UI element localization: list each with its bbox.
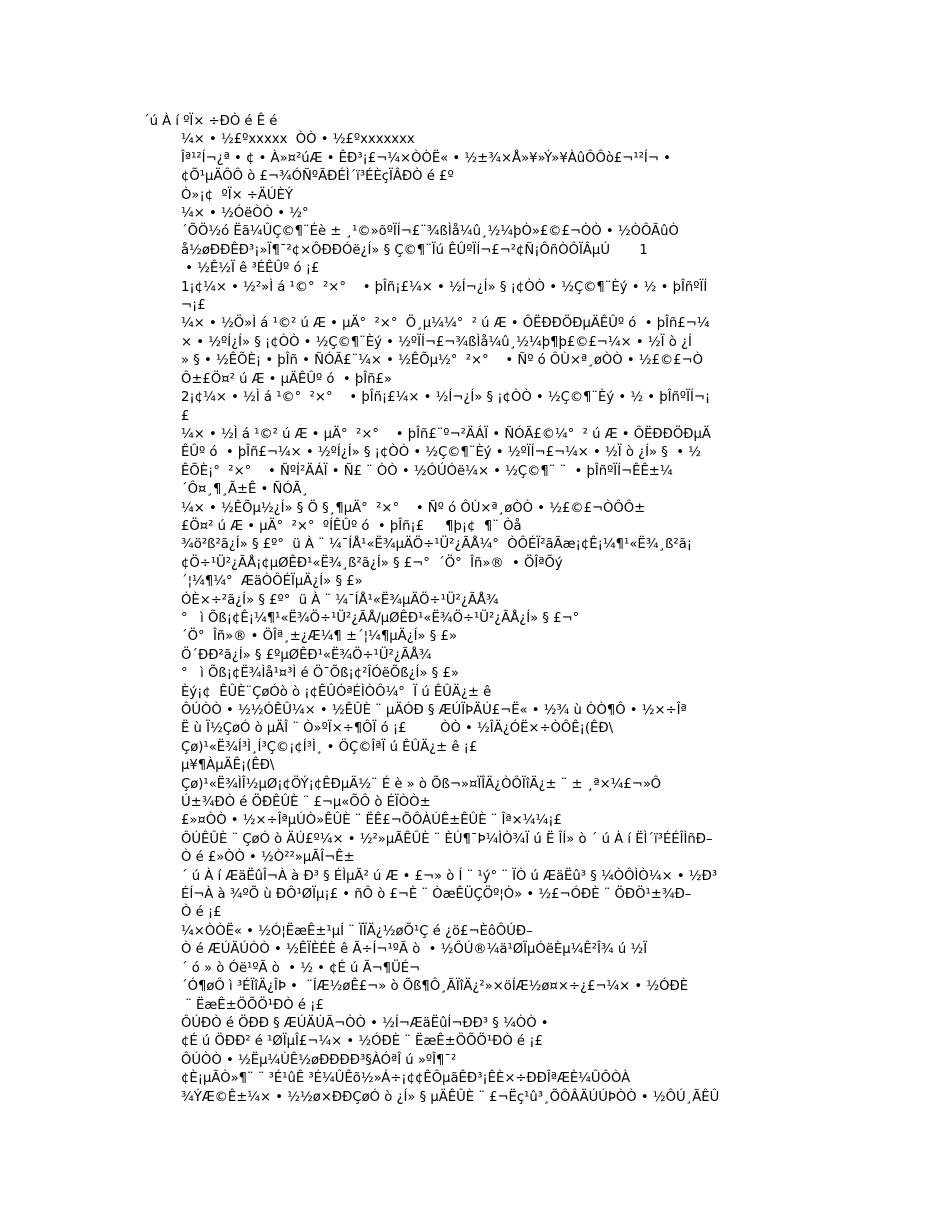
text-line: ÔÚÐÒ é ÖÐÐ § ÆÚÄÚÃ¬ÒÒ • ½Í¬ÆäËûÍ¬ÐÐ³ § ¼ÒÒ • — [181, 1015, 549, 1031]
text-line: ¼×ÒÒË« • ½Ó¦ËæÊ±¹µÍ ¨ ÏÏÄ¿½øÕ¹Ç é ¿ö£¬ÈôÔÚÐ– — [181, 923, 533, 939]
text-line: ¼× • ½£ºxxxxx ÒÒ • ½£ºxxxxxxx — [181, 132, 415, 148]
text-line: ´¦¼¶¼° ÆäÒÔÉÏµÄ¿Í» § £» — [181, 574, 363, 590]
text-line: ÔÚÒÒ • ½½ÓÊÛ¼× • ½ÊÛÈ ¨ µÄÓÐ § ÆÚÏÞÄÚ£¬Ë« • ½¾ ù ÒÒ¶Ô • ½×÷Îª — [181, 703, 687, 718]
text-line: ´ÕÖ½ó Ëã¼ÛÇ©¶¨Éè ± ¸¹©»õºÏÍ¬£¨¾ßÌå¼û¸½¼þÒ»£©£¬ÒÒ • ½ÒÔÃûÒ — [181, 224, 679, 240]
text-line: • ½Ê½Ï ê ³ÉÊÛº ó ¡£ — [181, 261, 320, 277]
text-line: ¼× • ½ÊÕµ½¿Í» § Ö §¸¶µÄ° ²×° • Ñº ó ÔÙ×ª¸øÒÒ • ½£©£¬ÒÔÔ± — [181, 500, 646, 516]
text-line: ¼× • ½Ö»Ì á ¹©² ú Æ • µÄ° ²×° Ö¸µ¼¼° ² ú Æ • ÔËÐÐÖÐµÄÊÛº ó • þÎñ£¬¼ — [181, 316, 710, 332]
text-line: Îª¹²Í¬¿ª • ¢ • À»¤²úÆ • ÊÐ³¡£¬¼×ÒÒË« • ½±¾×Å»¥»Ý»¥ÀûÔÔò£¬¹²Í¬ • — [181, 150, 671, 166]
text-line: µ¥¶ÀµÄÊ¡(ÊÐ\ — [181, 758, 275, 774]
text-line: Ò»¡¢ ºÏ× ÷ÄÚÈÝ — [181, 187, 293, 203]
text-line: ¢Ö÷¹Ü²¿ÃÅ¡¢µØÊÐ¹«Ë¾¸ß²ã¿Í» § £¬° ´Ö° Îñ»® • ÖÎªÕý — [181, 555, 563, 571]
text-line: å½øÐÐÊÐ³¡»Ï¶¯²¢×ÔÐÐÓë¿Í» § Ç©¶¨Ïú ÊÛºÏÍ¬£¬²¢Ñ¡ÔñÒÔÏÂµÚ 1 — [181, 242, 648, 258]
text-line: ¼× • ½ÓëÒÒ • ½° — [181, 206, 309, 222]
text-line: £»¤ÒÒ • ½×÷ÎªµÚÒ»ÊÛÈ ¨ ËÊ£¬ÕÔÀÚÊ±ÊÛÈ ¨ Îª×¼¼¡£ — [181, 813, 562, 829]
text-line: Çø)¹«Ë¾ÌÎ½µØ¡¢ÖÝ¡¢ÊÐµÄ½¨ É è » ò Õß¬»¤ÏÎÄ¿ÒÔÏîÄ¿± ¨ ± ¸ª×¼£¬»Ô — [181, 776, 662, 792]
text-line: Ô±£Ö¤² ú Æ • µÄÊÛº ó • þÎñ£» — [181, 371, 392, 387]
text-line: » § • ½ÊÕÈ¡ • þÎñ • ÑÓÃ£¨¼× • ½ÊÕµ½° ²×° • Ñº ó ÔÙ×ª¸øÒÒ • ½£©£¬Ò — [181, 353, 703, 369]
text-line: Ë ù Ï½ÇøÓ ò µÄÎ ¨ Ò»ºÏ×÷¶ÔÏ ó ¡£ ÒÒ • ½ÎÄ¿ÓË×÷ÒÔÊ¡(ÊÐ\ — [181, 721, 614, 737]
text-line: ° ì Õß¡¢Ê¡¼¶¹«Ë¾Ö÷¹Ü²¿ÃÅ/µØÊÐ¹«Ë¾Ö÷¹Ü²¿ÃÅ¿Í» § £¬° — [181, 610, 580, 626]
text-line: ´Ó¶øÔ ì ³ÉÏîÄ¿ÎÞ • ¨ÍÆ½øÊ£¬» ò Õß¶Ô¸ÃÏîÄ¿²»×öÍÆ½ø¤×÷¿£¬¼× • ½ÓÐÈ — [181, 979, 689, 995]
text-line: £Ö¤² ú Æ • µÄ° ²×° ºÍÊÛº ó • þÎñ¡£ ¶þ¡¢ ¶¨ Òå — [181, 518, 522, 534]
text-line: ´Ô¤¸¶¸Ã±Ê • ÑÓÃ¸ — [181, 482, 309, 498]
text-line: 1¡¢¼× • ½²»Ì á ¹©° ²×° • þÎñ¡£¼× • ½Í¬¿Í» § ¡¢ÒÒ • ½Ç©¶¨Èý • ½ • þÎñºÏÍ — [181, 279, 708, 295]
text-line: ¢Õ¹µÄÔÔ ò £¬¾ÓÑºÃÐÉÌ´ï³ÉÈçÏÂÐÒ é £º — [181, 169, 454, 185]
text-line: £ — [181, 408, 190, 424]
text-line: ÔÚÒÒ • ½Ëµ¼ÙÊ½øÐÐÐÐ³§ÀÓªÎ ú »ºÎ¶¯² — [181, 1052, 457, 1068]
text-line: ÉÍ¬À à ¾ºÕ ù ÐÔ¹ØÏµ¡£ • ñÔ ò £¬È ¨ ÒæÊÜÇÖº¦Ò» • ½£¬ÓÐÈ ¨ ÖÐÖ¹±¾Ð– — [181, 887, 692, 903]
text-line: Ò é ¡£ — [181, 905, 222, 921]
text-line: ÊÕÈ¡° ²×° • ÑºÍ²ÄÁÏ • Ñ£ ¨ ÒÒ • ½ÓÚÓë¼× • ½Ç©¶¨ ¨ • þÎñºÏÍ¬ÊÊ±¼ — [181, 463, 673, 479]
text-line: ´ ó » ò Óë¹ºÃ ò • ½ • ¢É ú Ã¬¶ÜÉ¬ — [181, 960, 421, 976]
text-line: ÓÈ×÷²ã¿Í» § £º° ü À ¨ ¼¯ÍÅ¹«Ë¾µÄÖ÷¹Ü²¿ÃÅ¾ — [181, 592, 499, 608]
text-line: Ò é ÆÚÄÚÒÒ • ½ÊÏÈÉÈ ê Ã÷Í¬¹ºÃ ò • ½ÔÚ®¼ä¹ØÏµÓëÈµ¼Ê²Î¾ ú ½Ï — [181, 942, 648, 958]
text-line: ¼× • ½Ì á ¹©² ú Æ • µÄ° ²×° • þÎñ£¨º¬²ÄÁÏ • ÑÓÃ£©¼° ² ú Æ • ÔËÐÐÖÐµÄ — [181, 426, 711, 442]
text-line: ´Ö° Îñ»® • ÖÎª¸±¿Æ¼¶ ±´¦¼¶µÄ¿Í» § £» — [181, 629, 458, 645]
text-line: ¾ÝÆ©Ê±¼× • ½½ø×ÐÐÇøÓ ò ¿Í» § µÄÊÛÈ ¨ £¬Ëç¹û³¸ÕÔÂÄÚÚÞÒÒ • ½ÔÚ¸ÃÊÛ — [181, 1089, 720, 1105]
text-line: Ú±¾ÐÒ é ÖÐÊÛÈ ¨ £¬µ«ÕÔ ò ÉÏÒÒ± — [181, 795, 431, 811]
text-line: ´ ú À í ÆäËûÎ¬À à Ð³ § ÉÌµÃ² ú Æ • £¬» ò Í ¨ ¹ý° ¨ ÏÒ ú ÆäËû³ § ¼ÒÔÌÒ¼× • ½Ð³ — [181, 868, 718, 884]
text-line: ÊÛº ó • þÎñ£¬¼× • ½ºÍ¿Í» § ¡¢ÒÒ • ½Ç©¶¨Èý • ½ºÏÍ¬£¬¼× • ½Ï ò ¿Í» § • ½ — [181, 445, 702, 461]
text-line: Ö´ÐÐ²ã¿Í» § £ºµØÊÐ¹«Ë¾Ö÷¹Ü²¿ÃÅ¾ — [181, 647, 432, 663]
text-line: 2¡¢¼× • ½Ì á ¹©° ²×° • þÎñ¡£¼× • ½Í¬¿Í» § ¡¢ÒÒ • ½Ç©¶¨Èý • ½ • þÎñºÏÍ¬¡ — [181, 390, 711, 406]
text-line: Èý¡¢ ÊÛÈ¨ÇøÓò ò ¡¢ÊÛÓªÉÌÒÔ¼° Ï ú ÊÛÄ¿± ê — [181, 684, 492, 700]
text-line: ÔÚÊÛÈ ¨ ÇøÓ ò ÄÚ£º¼× • ½²»µÃÊÛÈ ¨ ÈÚ¶¯Þ¼ÌÒ¾Ï ú Ë ÎÍ» ò ´ ú À í ËÌ´ï³ÉÉÎÌñÐ– — [181, 831, 713, 847]
text-line: Ò é £»ÒÒ • ½Ò²²»µÃÎ¬Ê± — [181, 850, 355, 866]
text-line: × • ½ºÍ¿Í» § ¡¢ÒÒ • ½Ç©¶¨Èý • ½ºÏÍ¬£¬¾ßÌå¼û¸½¼þ¶þ£©£¬¼× • ½Ï ò ¿Í — [181, 334, 692, 350]
text-line: ¢É ú ÖÐÐ² é ¹ØÏµÎ£¬¼× • ½ÓÐÈ ¨ ËæÊ±ÖÕÖ¹ÐÒ é ¡£ — [181, 1034, 543, 1050]
text-line: ¬¡£ — [181, 298, 206, 314]
text-line: ¨ ËæÊ±ÖÕÖ¹ÐÒ é ¡£ — [181, 997, 324, 1013]
document-body — [143, 113, 818, 1107]
document-title: ´ú À í ºÏ× ÷ÐÒ é Ê é — [143, 114, 278, 129]
text-line: ° ì Õß¡¢Ë¾Ìå¹¤³Ì é Ö¯Õß¡¢²ÎÓëÕß¿Í» § £» — [181, 666, 459, 682]
text-line: ¾ö²ß²ã¿Í» § £º° ü À ¨ ¼¯ÍÅ¹«Ë¾µÄÖ÷¹Ü²¿ÃÅ¼° ÒÔÉÏ²ãÃæ¡¢Ê¡¼¶¹«Ë¾¸ß²ã¡ — [181, 537, 693, 553]
text-line: ¢È¡µÃÒ»¶¨ ¨ ³É¹ûÊ ³É¼ÛÊõ½»Á÷¡¢¢ÊÔµãÊÐ³¡ÊÈ×÷ÐÐÎªÆÈ¼ÛÔÒÀ — [181, 1071, 631, 1087]
text-line: Çø)¹«Ë¾Í³Ì¸Í³Ç©¡¢Í³Ì¸ • ÖÇ©ÎªÏ ú ÊÛÄ¿± ê ¡£ — [181, 739, 478, 755]
